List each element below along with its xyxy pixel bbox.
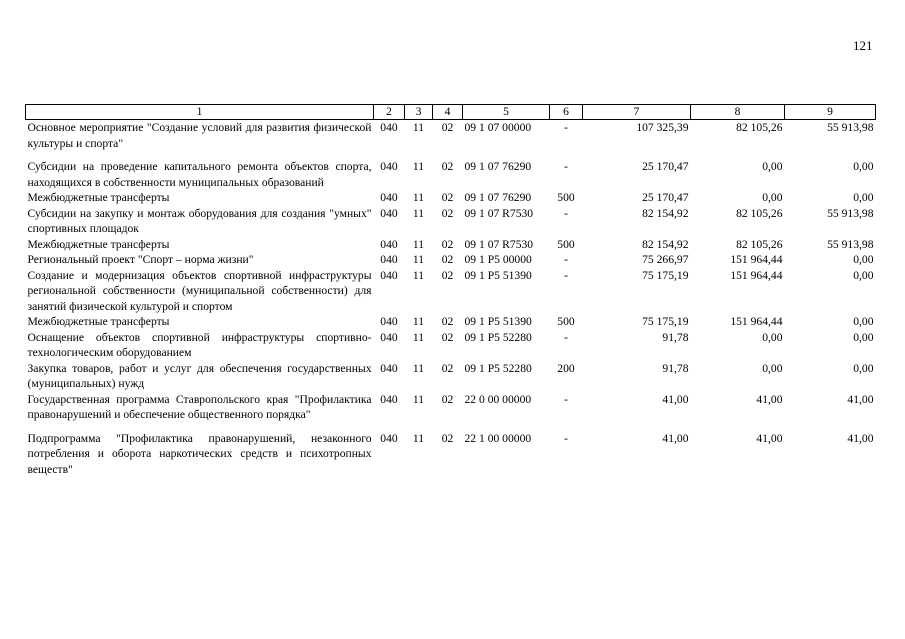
amount-col9: 0,00 — [853, 361, 874, 375]
target-article: 22 1 00 00000 — [464, 431, 532, 445]
amount-col8: 0,00 — [762, 160, 783, 173]
subsection-code: 02 — [441, 361, 454, 375]
subsection-code: 02 — [441, 253, 454, 266]
amount-col8: 151 964,44 — [730, 268, 783, 282]
header-cell: 1 — [26, 105, 374, 120]
amount-col8: 41,00 — [756, 392, 783, 406]
amount-col9: 0,00 — [853, 160, 874, 173]
ministry-code: 040 — [380, 330, 398, 344]
expense-type: - — [564, 160, 568, 173]
amount-col7: 41,00 — [662, 392, 689, 406]
page-number: 121 — [853, 38, 873, 53]
header-cell: 9 — [785, 105, 876, 120]
amount-col8: 0,00 — [762, 191, 783, 204]
amount-col9: 0,00 — [853, 315, 874, 328]
subsection-code: 02 — [441, 206, 454, 220]
ministry-code: 040 — [380, 431, 398, 445]
amount-col8: 151 964,44 — [730, 315, 783, 328]
target-article: 09 1 07 00000 — [464, 121, 532, 134]
subsection-code: 02 — [441, 268, 454, 282]
amount-col7: 41,00 — [662, 431, 689, 445]
table-row — [26, 361, 876, 392]
expense-type: - — [564, 392, 568, 406]
amount-col9: 0,00 — [853, 330, 874, 344]
ministry-code: 040 — [380, 191, 398, 204]
amount-col7: 75 266,97 — [642, 253, 689, 266]
section-code: 11 — [412, 206, 425, 220]
table-row — [26, 252, 876, 268]
amount-col8: 82 105,26 — [736, 121, 783, 134]
amount-col7: 25 170,47 — [642, 191, 689, 204]
table-row — [26, 392, 876, 431]
expense-type: - — [564, 121, 568, 134]
amount-col9: 0,00 — [853, 268, 874, 282]
target-article: 09 1 07 76290 — [464, 160, 532, 173]
target-article: 09 1 07 R7530 — [464, 237, 534, 251]
table-row — [26, 237, 876, 253]
section-code: 11 — [412, 392, 425, 406]
ministry-code: 040 — [380, 253, 398, 266]
header-cell: 8 — [691, 105, 785, 120]
item-name: Создание и модернизация объектов спортивной инфраструктуры региональной собственности (муниципальной собственности) для занятий физической культурой и спортом — [27, 268, 372, 313]
table-row — [26, 206, 876, 237]
item-name: Основное мероприятие "Создание условий для развития физической культуры и спорта" — [27, 121, 372, 150]
section-code: 11 — [412, 191, 425, 204]
item-name: Закупка товаров, работ и услуг для обеспечения государственных (муниципальных) нужд — [27, 361, 372, 390]
table-row — [26, 190, 876, 206]
header-cell: 4 — [433, 105, 463, 120]
expense-type: - — [564, 206, 568, 220]
subsection-code: 02 — [441, 431, 454, 445]
amount-col7: 75 175,19 — [642, 268, 689, 282]
header-row — [26, 105, 876, 120]
item-name: Оснащение объектов спортивной инфраструктуры спортивно-технологическим оборудованием — [27, 330, 372, 359]
section-code: 11 — [412, 315, 425, 328]
section-code: 11 — [412, 160, 425, 173]
amount-col9: 41,00 — [847, 431, 874, 445]
ministry-code: 040 — [380, 237, 398, 251]
expense-type: - — [564, 253, 568, 266]
item-name: Субсидии на проведение капитального ремонта объектов спорта, находящихся в собственности муниципальных образований — [27, 160, 372, 189]
section-code: 11 — [412, 121, 425, 134]
target-article: 09 1 P5 51390 — [464, 268, 532, 282]
item-name: Подпрограмма "Профилактика правонарушений, незаконного потребления и оборота наркотических средств и психотропных веществ" — [27, 431, 372, 476]
target-article: 22 0 00 00000 — [464, 392, 532, 406]
ministry-code: 040 — [380, 315, 398, 328]
ministry-code: 040 — [380, 392, 398, 406]
section-code: 11 — [412, 268, 425, 282]
subsection-code: 02 — [441, 121, 454, 134]
ministry-code: 040 — [380, 361, 398, 375]
expense-type: - — [564, 268, 568, 282]
ministry-code: 040 — [380, 268, 398, 282]
amount-col8: 151 964,44 — [730, 253, 783, 266]
subsection-code: 02 — [441, 315, 454, 328]
table-row — [26, 314, 876, 330]
subsection-code: 02 — [441, 191, 454, 204]
table-row — [26, 330, 876, 361]
item-name: Межбюджетные трансферты — [27, 237, 170, 251]
table-row — [26, 268, 876, 315]
target-article: 09 1 P5 52280 — [464, 330, 532, 344]
header-cell: 7 — [583, 105, 691, 120]
subsection-code: 02 — [441, 330, 454, 344]
expense-type: - — [564, 431, 568, 445]
item-name: Государственная программа Ставропольского края "Профилактика правонарушений и обеспечение общественного порядка" — [27, 392, 372, 421]
item-name: Субсидии на закупку и монтаж оборудования для создания "умных" спортивных площадок — [27, 206, 372, 235]
amount-col9: 41,00 — [847, 392, 874, 406]
header-cell: 5 — [463, 105, 550, 120]
amount-col9: 55 913,98 — [827, 237, 874, 251]
item-name: Региональный проект "Спорт – норма жизни" — [27, 253, 254, 266]
amount-col8: 41,00 — [756, 431, 783, 445]
amount-col7: 75 175,19 — [642, 315, 689, 328]
amount-col8: 82 105,26 — [736, 206, 783, 220]
budget-table — [25, 104, 876, 477]
item-name: Межбюджетные трансферты — [27, 191, 170, 204]
amount-col7: 82 154,92 — [642, 237, 689, 251]
table-row — [26, 159, 876, 190]
header-cell: 2 — [374, 105, 405, 120]
amount-col7: 82 154,92 — [642, 206, 689, 220]
section-code: 11 — [412, 253, 425, 266]
expense-type: - — [564, 330, 568, 344]
amount-col9: 55 913,98 — [827, 206, 874, 220]
amount-col9: 0,00 — [853, 253, 874, 266]
target-article: 09 1 P5 52280 — [464, 361, 532, 375]
table-row — [26, 120, 876, 160]
subsection-code: 02 — [441, 237, 454, 251]
expense-type: 200 — [557, 361, 575, 375]
amount-col8: 0,00 — [762, 330, 783, 344]
target-article: 09 1 07 76290 — [464, 191, 532, 204]
table-row — [26, 431, 876, 478]
ministry-code: 040 — [380, 121, 398, 134]
header-cell: 6 — [550, 105, 583, 120]
amount-col8: 82 105,26 — [736, 237, 783, 251]
ministry-code: 040 — [380, 206, 398, 220]
target-article: 09 1 07 R7530 — [464, 206, 534, 220]
expense-type: 500 — [557, 237, 575, 251]
expense-type: 500 — [557, 315, 575, 328]
subsection-code: 02 — [441, 392, 454, 406]
target-article: 09 1 P5 51390 — [464, 315, 532, 328]
expense-type: 500 — [557, 191, 575, 204]
amount-col7: 25 170,47 — [642, 160, 689, 173]
amount-col7: 91,78 — [662, 330, 689, 344]
section-code: 11 — [412, 330, 425, 344]
amount-col7: 107 325,39 — [636, 121, 689, 134]
amount-col7: 91,78 — [662, 361, 689, 375]
amount-col9: 55 913,98 — [827, 121, 874, 134]
section-code: 11 — [412, 361, 425, 375]
amount-col9: 0,00 — [853, 191, 874, 204]
target-article: 09 1 P5 00000 — [464, 253, 532, 266]
header-cell: 3 — [405, 105, 433, 120]
ministry-code: 040 — [380, 160, 398, 173]
section-code: 11 — [412, 431, 425, 445]
item-name: Межбюджетные трансферты — [27, 315, 170, 328]
subsection-code: 02 — [441, 160, 454, 173]
amount-col8: 0,00 — [762, 361, 783, 375]
section-code: 11 — [412, 237, 425, 251]
